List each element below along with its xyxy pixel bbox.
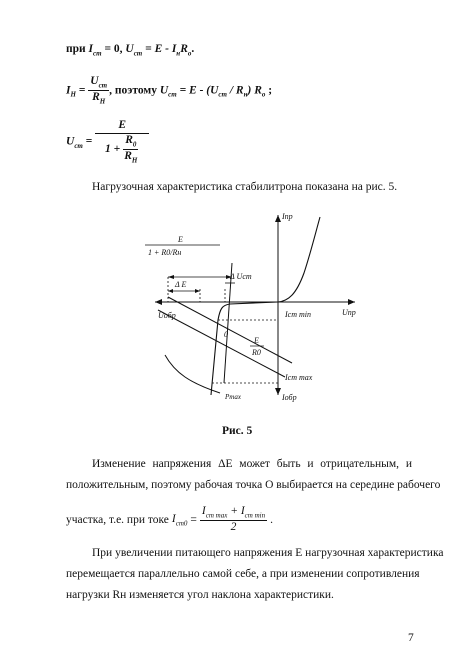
- para2-end: .: [270, 513, 273, 526]
- eq2-rhs-sub: ст: [218, 90, 227, 99]
- eq1-rhs: = E - I: [142, 43, 177, 55]
- x-axis-arrow-left: [155, 299, 162, 305]
- paragraph-3-line-3: нагрузки Rн изменяется угол наклона характеристики.: [66, 589, 334, 601]
- eq3-equals: =: [82, 135, 93, 148]
- eq2-num: U: [90, 75, 99, 87]
- para2-i: I: [171, 512, 176, 525]
- eq1-voltage: U: [125, 43, 134, 55]
- eq3-lhs-sub: ст: [74, 141, 83, 150]
- eq2-tail: , поэтому: [109, 84, 160, 97]
- para2-i-sub: ст0: [175, 519, 188, 528]
- eq2-u-sub: ст: [168, 90, 177, 99]
- label-upr: Uпр: [342, 308, 356, 317]
- eq2-lhs: I: [66, 84, 71, 97]
- para2-num-plus: + I: [227, 505, 245, 517]
- label-frac-num: E: [178, 235, 183, 244]
- label-frac-den: 1 + R0/Rн: [148, 248, 182, 257]
- para2-fraction: [200, 506, 267, 534]
- paragraph-3-line-2: перемещается параллельно самой себе, а при изменении сопротивления: [66, 568, 420, 580]
- eq1-rhs-sub-o: о: [187, 49, 192, 58]
- paragraph-2-line-3: [66, 506, 273, 534]
- label-duct: Δ Uст: [230, 272, 252, 281]
- paragraph-2-line-2: положительным, поэтому рабочая точка О выбирается на середине рабочего: [66, 479, 441, 491]
- load-line-1: [158, 310, 285, 377]
- eq2-den: R: [92, 91, 100, 104]
- paragraph-1: Нагрузочная характеристика стабилитрона показана на рис. 5.: [92, 181, 398, 193]
- eq2-lhs-sub: Н: [70, 90, 76, 99]
- para2-num: I: [201, 505, 206, 517]
- eq3-num: E: [95, 120, 149, 134]
- eq3-inner-den-sub: Н: [131, 156, 138, 165]
- para2-num-sub2: ст min: [244, 511, 266, 520]
- dE-arrow-right: [195, 289, 200, 293]
- load-line-2: [168, 297, 292, 363]
- eq1-prefix: при: [66, 43, 86, 55]
- eq2-end: ;: [265, 84, 273, 97]
- eq3-inner-num: R: [125, 133, 133, 146]
- eq1-equals-zero: = 0,: [101, 43, 123, 55]
- label-e-over-r0-num: E: [254, 336, 259, 345]
- label-uobr: Uобр: [158, 311, 176, 320]
- paragraph-3-line-1: При увеличении питающего напряжения E нагрузочная характеристика: [92, 547, 444, 559]
- eq3-lhs: U: [66, 135, 75, 148]
- para2-num-sub: ст max: [205, 511, 228, 520]
- y-axis-arrow-down: [275, 388, 281, 395]
- eq1-rhs-r: R: [180, 43, 188, 55]
- eq3-inner-num-sub: 0: [132, 139, 137, 148]
- label-ictmax: Iст max: [285, 373, 313, 382]
- para2-equals: =: [190, 513, 197, 526]
- eq2-rhs-sub3: о: [261, 90, 266, 99]
- label-iobr: Iобр: [282, 393, 297, 402]
- eq3-den-pre: 1 +: [105, 142, 121, 155]
- reverse-branch-curve: [211, 302, 278, 395]
- x-axis-arrow-right: [348, 299, 355, 305]
- label-e-over-r0-den: R0: [252, 348, 261, 357]
- dE-arrow-left: [168, 289, 173, 293]
- eq2-rhs: = E - (U: [176, 84, 219, 97]
- eq2-fraction: [88, 76, 109, 106]
- eq1-current: I: [88, 43, 94, 55]
- label-pmax: Pmax: [225, 393, 241, 401]
- forward-branch-curve: [278, 217, 320, 302]
- eq2-den-sub: Н: [99, 97, 106, 106]
- bracket-arrow-left: [168, 275, 174, 279]
- para2-line3-pre: участка, т.е. при токе: [66, 513, 169, 526]
- eq2-u: U: [159, 84, 169, 97]
- eq2-num-sub: ст: [98, 81, 108, 90]
- eq2-equals: =: [75, 84, 86, 97]
- paragraph-2-line-1: Изменение напряжения ΔE может быть и отрицательным, и: [92, 458, 412, 470]
- equation-1: [66, 43, 194, 57]
- equation-2: [66, 76, 272, 106]
- label-ipr: Iпр: [282, 212, 293, 221]
- ust-vertical-line: [224, 263, 232, 383]
- eq3-inner-den: R: [124, 149, 132, 162]
- y-axis-arrow-up: [275, 215, 281, 222]
- eq2-rhs-sub2: н: [243, 90, 248, 99]
- eq1-current-sub: ст: [93, 49, 102, 58]
- label-o: 0: [224, 330, 228, 339]
- figure-caption: Рис. 5: [222, 425, 253, 437]
- eq1-voltage-sub: ст: [133, 49, 143, 58]
- eq1-end: .: [191, 43, 195, 55]
- eq3-fraction: [95, 120, 149, 164]
- eq3-inner-fraction: [122, 135, 139, 165]
- zener-load-characteristic-figure: [110, 205, 370, 410]
- label-ictmin: Iст min: [285, 310, 311, 319]
- label-dE: Δ E: [175, 280, 187, 289]
- eq1-rhs-sub-n: н: [176, 49, 181, 58]
- para2-den: 2: [230, 521, 237, 534]
- eq2-rhs3: ) R: [247, 84, 262, 97]
- page-number: 7: [408, 632, 414, 644]
- equation-3: [66, 120, 149, 164]
- eq2-rhs2: / R: [226, 84, 244, 97]
